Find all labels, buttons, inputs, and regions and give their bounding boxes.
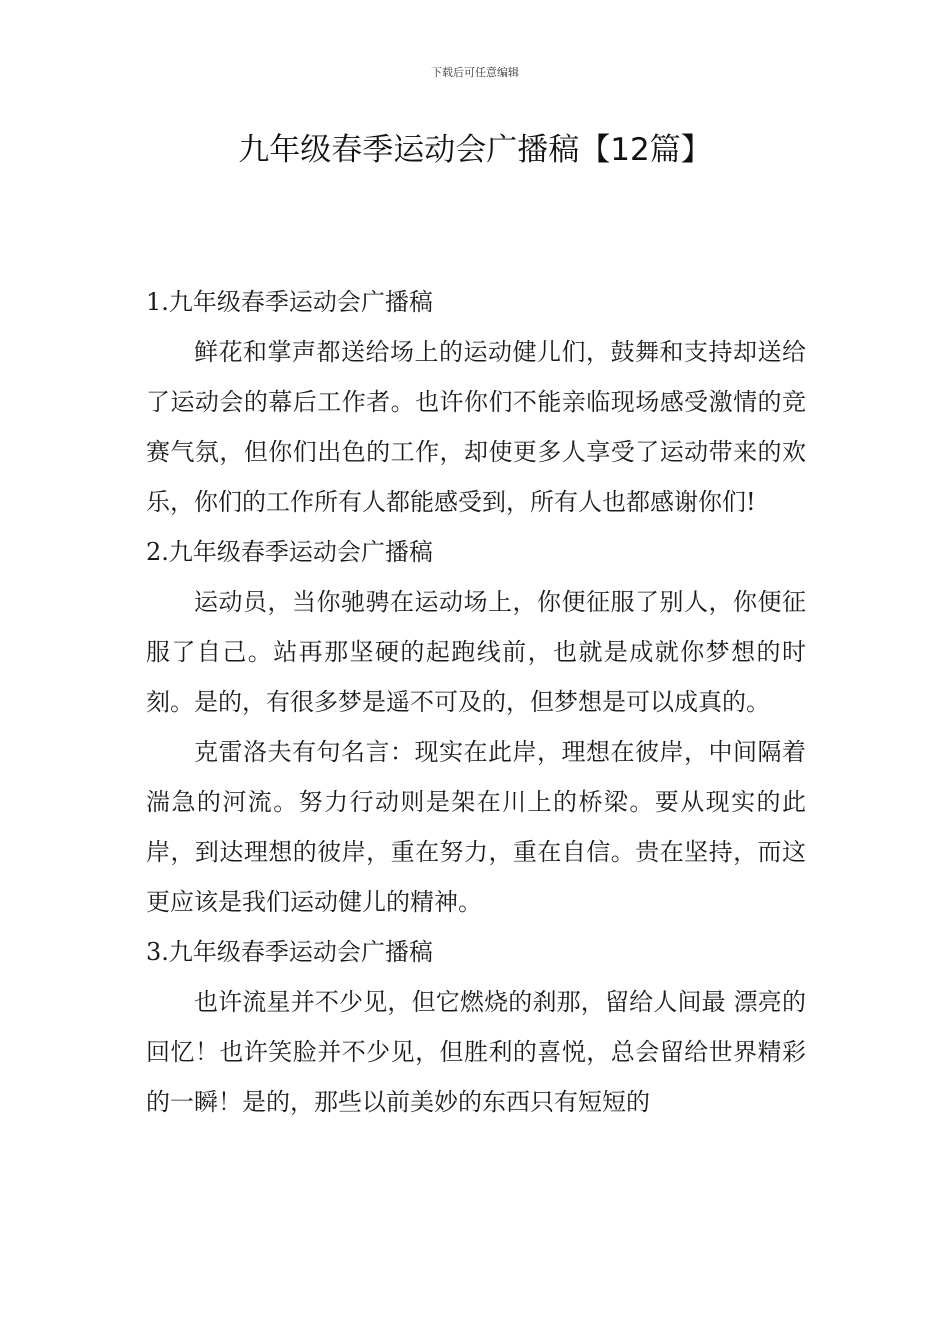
section-heading: 3.九年级春季运动会广播稿 <box>146 938 433 966</box>
paragraph: 也许流星并不少见，但它燃烧的刹那，留给人间最 漂亮的回忆！也许笑脸并不少见，但胜利的喜悦，总会留给世界精彩的一瞬！是的，那些以前美妙的东西只有短短的 <box>146 988 806 1116</box>
section-3 <box>146 927 806 1127</box>
document-body <box>146 277 806 1127</box>
header-note: 下载后可任意编辑 <box>431 66 519 79</box>
paragraph: 鲜花和掌声都送给场上的运动健儿们，鼓舞和支持却送给了运动会的幕后工作者。也许你们不能亲临现场感受激情的竞赛气氛，但你们出色的工作，却使更多人享受了运动带来的欢乐，你们的工作所有人都能感受到，所有人也都感谢你们! <box>146 338 806 516</box>
section-2 <box>146 527 806 927</box>
document-title: 九年级春季运动会广播稿【12篇】 <box>238 132 712 168</box>
section-heading: 2.九年级春季运动会广播稿 <box>146 538 433 566</box>
paragraph: 克雷洛夫有句名言：现实在此岸，理想在彼岸，中间隔着湍急的河流。努力行动则是架在川上的桥梁。要从现实的此岸，到达理想的彼岸，重在努力，重在自信。贵在坚持，而这更应该是我们运动健儿的精神。 <box>146 738 806 916</box>
paragraph: 运动员，当你驰骋在运动场上，你便征服了别人，你便征服了自己。站再那坚硬的起跑线前，也就是成就你梦想的时刻。是的，有很多梦是遥不可及的，但梦想是可以成真的。 <box>146 588 806 716</box>
section-1 <box>146 277 806 527</box>
section-heading: 1.九年级春季运动会广播稿 <box>146 288 433 316</box>
